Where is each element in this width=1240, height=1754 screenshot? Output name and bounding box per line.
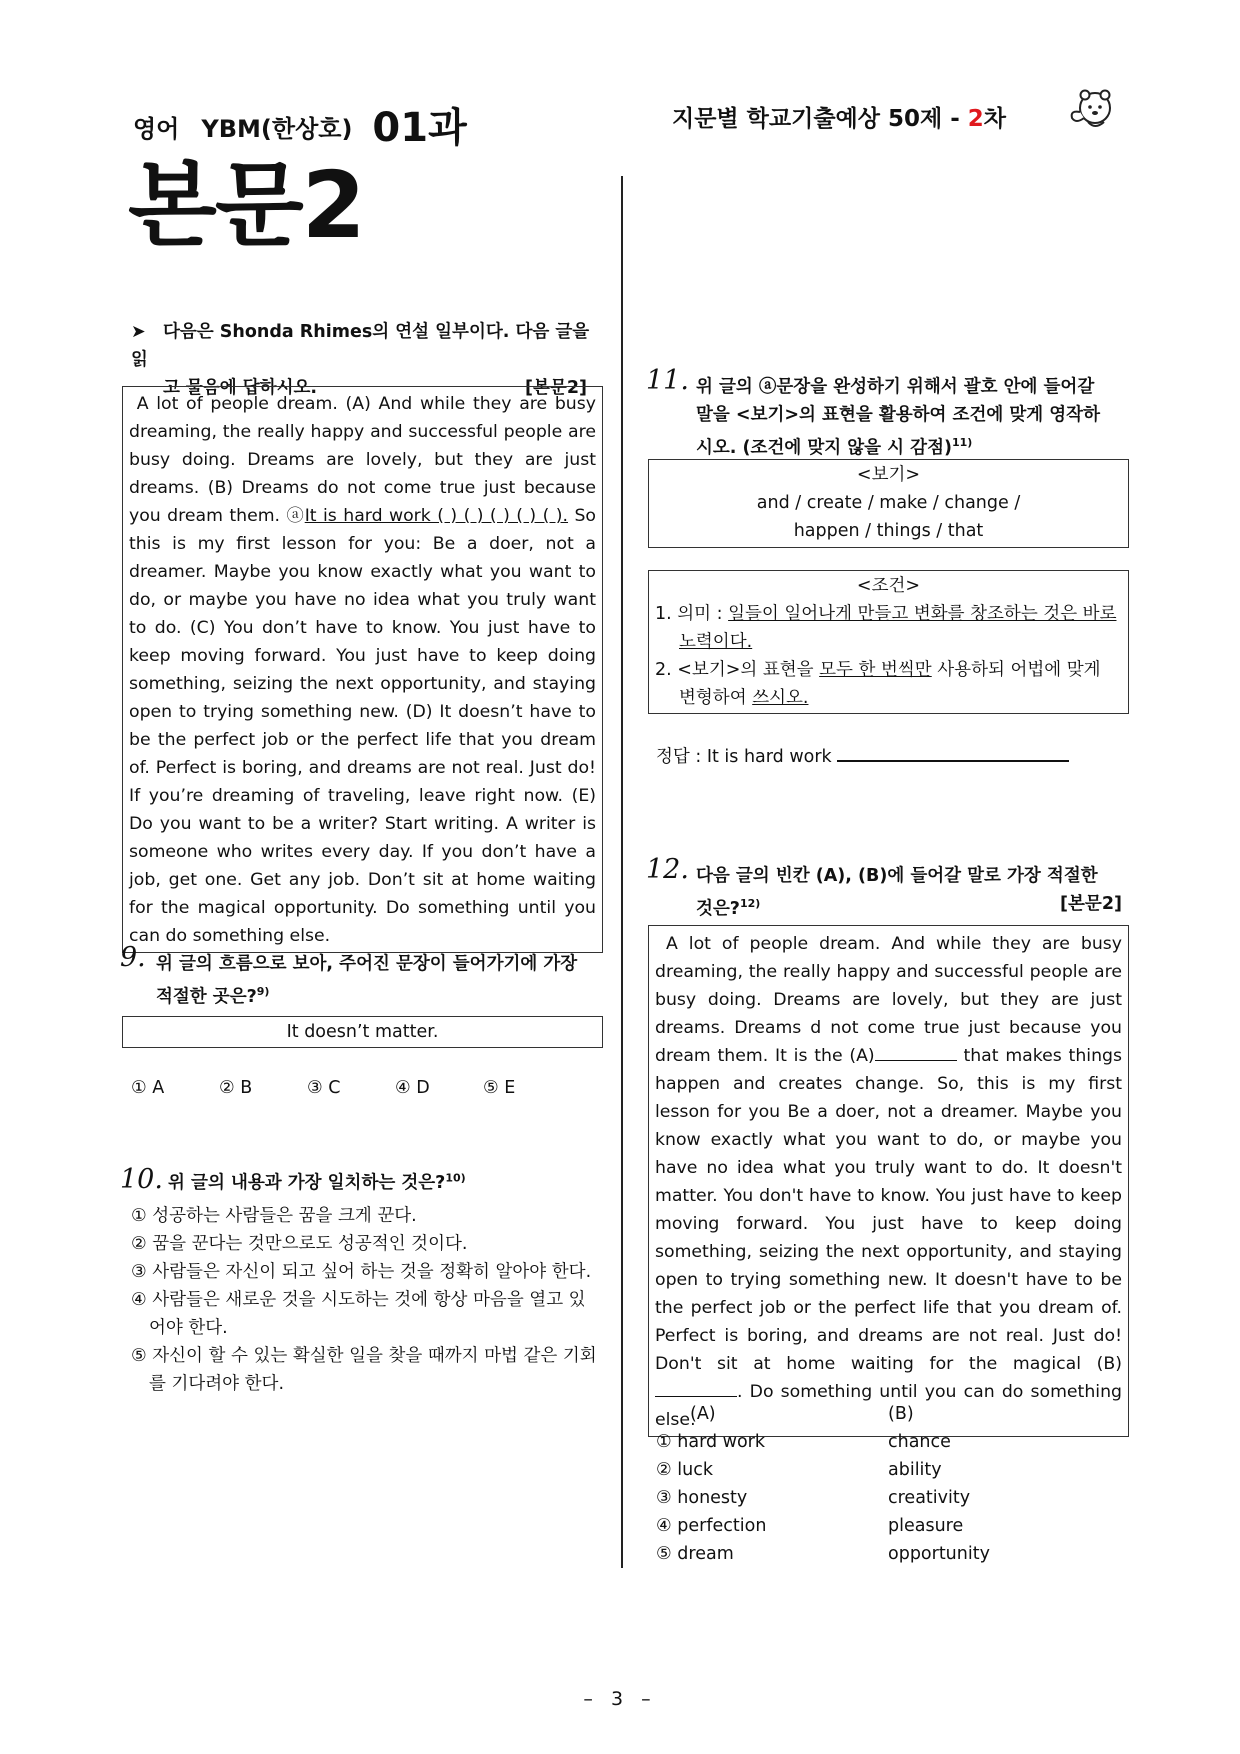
option-b: creativity [888, 1488, 971, 1508]
series-suffix: 차 [983, 106, 1007, 132]
q12-option-row[interactable] [656, 1456, 1116, 1484]
header-subject-line [133, 92, 467, 149]
passage-part2: So this is my first lesson for you: Be a doer, not a dreamer. Maybe you know exactly what you want to do, or maybe you have no idea what you truly want to do. (C) You don’t have to know. You just have to keep moving forward. You just have to keep doing something, seizing the next opportunity, and staying open to trying something new. (D) It doesn’t have to be the perfect job or the perfect life that you dream of. Perfect is boring, and dreams are not real. Just do! If you’re dreaming of traveling, leave right now. (E) Do you want to be a writer? Start writing. A writer is someone who writes every day. If you don’t have a job, get one. Get any job. Don’t sit at home waiting for the magical opportunity. Do something until you can do something else. [129, 506, 596, 946]
question-12 [646, 854, 1128, 923]
q10-footnote: 10) [445, 1171, 466, 1185]
passage-box [122, 386, 603, 953]
option-a: perfection [677, 1516, 767, 1536]
intro-line2: 고 물음에 답하시오. [163, 378, 318, 398]
answer-input-line[interactable] [837, 742, 1069, 762]
col-a-header: (A) [690, 1404, 716, 1424]
passage2-box [648, 925, 1129, 1437]
bogi-line2: happen / things / that [793, 521, 984, 541]
q10-number: 10. [120, 1164, 163, 1195]
option-b: ability [888, 1460, 942, 1480]
condition-1-meaning: 일들이 일어나게 만들고 변화를 창조하는 것은 바로 노력이다. [679, 604, 1117, 652]
q10-option[interactable]: ③ 사람들은 자신이 되고 싶어 하는 것을 정확히 알아야 한다. [131, 1262, 592, 1282]
series-title [672, 100, 1006, 133]
option-b: chance [888, 1432, 951, 1452]
q9-option[interactable]: ① A [131, 1078, 165, 1098]
passage-marker: ⓐ [286, 506, 305, 526]
q10-option[interactable]: ⑤ 자신이 할 수 있는 확실한 일을 찾을 때까지 마법 같은 기회를 기다려야 한다. [131, 1346, 597, 1394]
q12-tag: [본문2] [1060, 894, 1122, 914]
q9-line1: 위 글의 흐름으로 보아, 주어진 문장이 들어가기에 가장 [156, 954, 578, 974]
condition-2-emphasis: 모두 한 번씩만 [819, 660, 932, 680]
condition-title: <조건> [856, 576, 921, 596]
q9-options [131, 1074, 601, 1102]
blank-b [655, 1380, 737, 1397]
q10-option[interactable]: ② 꿈을 꾼다는 것만으로도 성공적인 것이다. [131, 1234, 468, 1254]
q12-line1: 다음 글의 빈칸 (A), (B)에 들어갈 말로 가장 적절한 [696, 866, 1098, 886]
question-10 [120, 1164, 604, 1197]
bear-mascot-icon [1066, 84, 1116, 134]
condition-box [648, 570, 1129, 714]
q10-option[interactable]: ④ 사람들은 새로운 것을 시도하는 것에 항상 마음을 열고 있어야 한다. [131, 1290, 586, 1338]
q12-number: 12. [646, 854, 689, 885]
q10-question: 위 글의 내용과 가장 일치하는 것은? [168, 1173, 446, 1193]
condition-2-end: 쓰시오. [752, 688, 809, 708]
bogi-line1: and / create / make / change / [756, 493, 1021, 513]
option-a: honesty [677, 1488, 748, 1508]
q9-given-sentence: It doesn’t matter. [122, 1016, 603, 1048]
arrow-bullet-icon: ➤ [131, 322, 146, 342]
passage-part1: A lot of people dream. (A) And while they are busy dreaming, the really happy and successful people are busy doing. Dreams are lovely, but they are just dreams. (B) Dreams do not come true just because you dream them. [129, 394, 596, 526]
textbook: YBM(한상호) [201, 115, 353, 143]
page-number: – 3 – [583, 1688, 657, 1710]
lesson-number: 01과 [372, 105, 467, 151]
q11-answer-line [656, 742, 1069, 771]
col-b-header: (B) [888, 1404, 914, 1424]
option-number: ③ [656, 1488, 672, 1508]
option-b: pleasure [888, 1516, 964, 1536]
bogi-box [648, 459, 1129, 548]
option-a: hard work [677, 1432, 766, 1452]
question-9 [120, 942, 604, 1011]
q11-line1: 위 글의 ⓐ문장을 완성하기 위해서 괄호 안에 들어갈 [696, 377, 1095, 397]
option-number: ① [656, 1432, 672, 1452]
q9-line2: 적절한 곳은? [156, 986, 257, 1007]
q9-option[interactable]: ④ D [395, 1078, 430, 1098]
passage2-part1: A lot of people dream. And while they are busy dreaming, the really happy and successful people are busy doing. Dreams are lovely, but they are just dreams. Dreams d not come true just because you dream them. It is the (A) [655, 934, 1122, 1066]
option-b: opportunity [888, 1544, 990, 1564]
series-round: 2 [967, 106, 984, 132]
q12-options [656, 1400, 1116, 1568]
passage-blank-sentence: It is hard work ( ) ( ) ( ) ( ) ( ). [304, 506, 569, 526]
q10-option[interactable]: ① 성공하는 사람들은 꿈을 크게 꾼다. [131, 1206, 417, 1226]
q11-line3: 시오. (조건에 맞지 않을 시 감점) [696, 437, 952, 458]
answer-label: 정답 : It is hard work [656, 747, 832, 767]
option-number: ② [656, 1460, 672, 1480]
q12-option-row[interactable] [656, 1512, 1116, 1540]
column-divider [621, 176, 623, 1568]
q11-number: 11. [646, 365, 689, 396]
option-number: ⑤ [656, 1544, 672, 1564]
q11-footnote: 11) [951, 436, 973, 449]
q9-footnote: 9) [256, 985, 270, 998]
condition-2-pre: 2. <보기>의 표현을 [655, 660, 820, 680]
q9-option[interactable]: ② B [219, 1078, 253, 1098]
passage2-part3: . Do something until you can do something else. [655, 1382, 1122, 1430]
passage2-part2: that makes things happen and creates change. So, this is my first lesson for you Be a doer, not a dreamer. Maybe you know exactly what you want to do, or maybe you have no idea what you truly want to do. It doesn't matter. You don't have to know. You just have to keep moving forward. You just have to keep doing something, seizing the next opportunity, and staying open to trying something new. It doesn't have to be the perfect job or the perfect life that you dream of. Perfect is boring, and dreams are not real. Just do! Don't sit at home waiting for the magical (B) [655, 1046, 1123, 1374]
intro-line1: 다음은 Shonda Rhimes의 연설 일부이다. 다음 글을 읽 [131, 322, 590, 370]
series-prefix: 지문별 학교기출예상 50제 - [672, 106, 960, 132]
option-a: luck [677, 1460, 713, 1480]
q12-header-row [656, 1400, 1116, 1428]
q11-line2: 말을 <보기>의 표현을 활용하여 조건에 맞게 영작하 [696, 405, 1100, 425]
condition-1-label: 1. 의미 : [655, 604, 729, 624]
option-number: ④ [656, 1516, 672, 1536]
condition-2 [655, 656, 1122, 712]
q9-option[interactable]: ③ C [307, 1078, 341, 1098]
q9-number: 9. [120, 942, 146, 973]
question-11 [646, 365, 1128, 462]
q12-option-row[interactable] [656, 1540, 1116, 1568]
option-a: dream [677, 1544, 734, 1564]
blank-a [875, 1044, 957, 1061]
subject: 영어 [133, 115, 180, 143]
condition-2-mid: 사용하되 어법에 맞게 변형하여 [679, 660, 1101, 708]
q9-option[interactable]: ⑤ E [483, 1078, 516, 1098]
q12-option-row[interactable] [656, 1484, 1116, 1512]
intro-tag: [본문2] [525, 378, 587, 398]
q12-footnote: 12) [739, 897, 761, 910]
q12-line2: 것은? [696, 898, 740, 919]
bogi-title: <보기> [856, 465, 921, 485]
q12-option-row[interactable] [656, 1428, 1116, 1456]
q10-options [131, 1202, 601, 1398]
page-title: 본문2 [128, 152, 364, 259]
condition-1 [655, 600, 1122, 656]
